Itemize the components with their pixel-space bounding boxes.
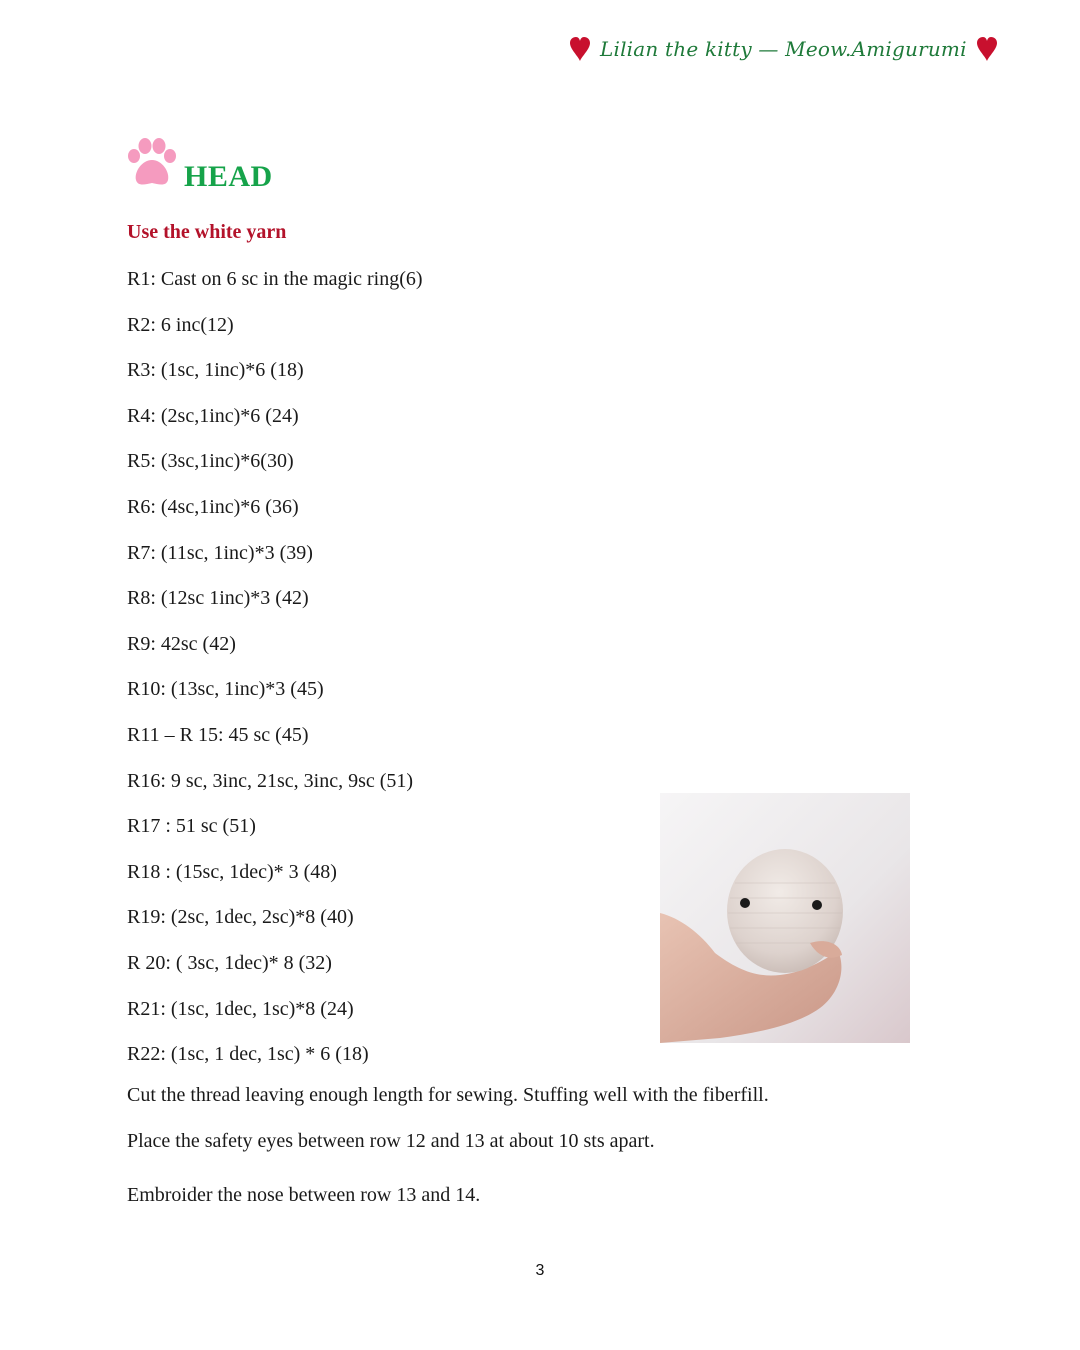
heart-icon (975, 36, 999, 62)
row-instruction: R19: (2sc, 1dec, 2sc)*8 (40) (127, 906, 354, 929)
row-instruction: R4: (2sc,1inc)*6 (24) (127, 404, 299, 427)
row-instruction: R18 : (15sc, 1dec)* 3 (48) (127, 860, 337, 883)
heart-icon (568, 36, 592, 62)
page-header (568, 36, 999, 62)
section-title (126, 136, 273, 192)
row-instruction: R9: 42sc (42) (127, 632, 236, 655)
section-heading: HEAD (184, 160, 273, 193)
finishing-instruction: Cut the thread leaving enough length for sewing. Stuffing well with the fiberfill. (127, 1084, 769, 1106)
row-instruction: R2: 6 inc(12) (127, 313, 234, 336)
page-number: 3 (535, 1262, 545, 1279)
row-instruction: R 20: ( 3sc, 1dec)* 8 (32) (127, 951, 332, 974)
row-instruction: R6: (4sc,1inc)*6 (36) (127, 495, 299, 518)
nose-instruction: Embroider the nose between row 13 and 14. (127, 1184, 481, 1206)
row-instruction: R11 – R 15: 45 sc (45) (127, 723, 309, 746)
row-instruction: R22: (1sc, 1 dec, 1sc) * 6 (18) (127, 1043, 369, 1066)
hand-holding-head-illustration (660, 793, 910, 1043)
row-instruction: R17 : 51 sc (51) (127, 815, 256, 838)
paw-print-icon (126, 136, 182, 192)
row-instruction: R3: (1sc, 1inc)*6 (18) (127, 359, 304, 382)
eye-placement-instruction: Place the safety eyes between row 12 and 13 at about 10 sts apart. (127, 1130, 655, 1152)
row-instruction: R5: (3sc,1inc)*6(30) (127, 450, 294, 473)
yarn-instruction: Use the white yarn (127, 221, 287, 243)
row-list (127, 262, 423, 1083)
row-instruction: R21: (1sc, 1dec, 1sc)*8 (24) (127, 997, 354, 1020)
row-instruction: R10: (13sc, 1inc)*3 (45) (127, 678, 324, 701)
row-instruction: R7: (11sc, 1inc)*3 (39) (127, 541, 313, 564)
row-instruction: R8: (12sc 1inc)*3 (42) (127, 587, 309, 610)
row-instruction: R16: 9 sc, 3inc, 21sc, 3inc, 9sc (51) (127, 769, 414, 792)
row-instruction: R1: Cast on 6 sc in the magic ring(6) (127, 268, 423, 290)
crochet-head-photo (660, 793, 910, 1043)
header-title: Lilian the kitty — Meow.Amigurumi (600, 37, 967, 61)
